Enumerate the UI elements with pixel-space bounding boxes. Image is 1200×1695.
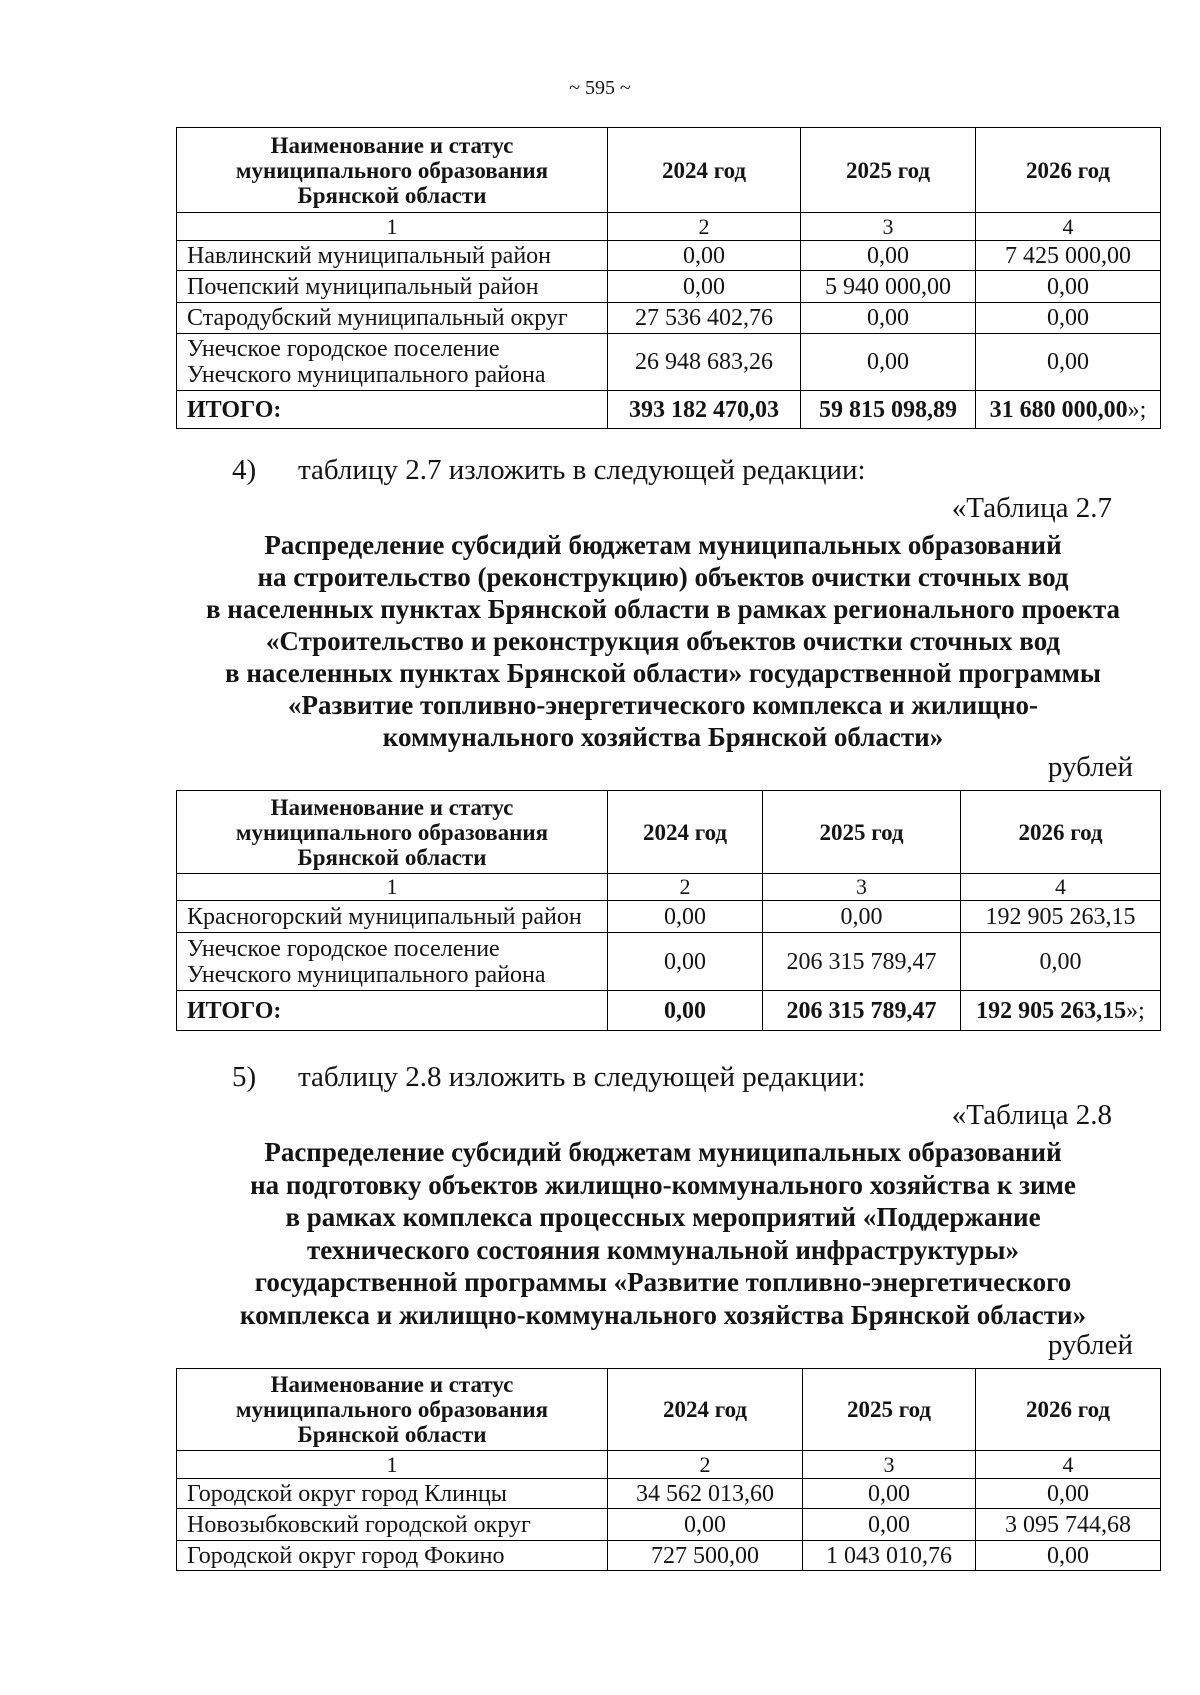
continued-subsidy-table bbox=[176, 127, 1161, 429]
cell-line: Унечское городское поселение bbox=[187, 336, 500, 362]
header-year-cell: 2024 год bbox=[608, 128, 801, 213]
column-number-cell: 2 bbox=[608, 213, 801, 241]
title-line: в рамках комплекса процессных мероприятий «Поддержание bbox=[285, 1202, 1041, 1232]
subsidy-table-2-7 bbox=[176, 790, 1161, 1031]
amount-cell: 0,00 bbox=[976, 271, 1161, 303]
column-number-cell: 4 bbox=[976, 213, 1161, 241]
municipality-name-cell bbox=[177, 933, 608, 991]
title-line: на строительство (реконструкцию) объектов очистки сточных вод bbox=[257, 562, 1069, 592]
column-number-cell: 1 bbox=[177, 213, 608, 241]
total-amount-cell bbox=[961, 991, 1161, 1031]
column-number-cell: 2 bbox=[608, 1451, 803, 1479]
title-line: Распределение субсидий бюджетам муниципальных образований bbox=[264, 530, 1062, 560]
title-line: Распределение субсидий бюджетам муниципальных образований bbox=[264, 1137, 1062, 1167]
table-row bbox=[177, 334, 1161, 391]
column-number-cell: 3 bbox=[803, 1451, 976, 1479]
total-amount-cell: 59 815 098,89 bbox=[801, 391, 976, 429]
total-amount: 31 680 000,00 bbox=[989, 396, 1128, 423]
item-text: таблицу 2.7 изложить в следующей редакции: bbox=[298, 454, 866, 486]
header-row bbox=[177, 1369, 1161, 1451]
cell-line: муниципального образования bbox=[235, 819, 549, 845]
municipality-name-cell bbox=[177, 334, 608, 391]
amount-cell: 0,00 bbox=[801, 334, 976, 391]
header-year-cell: 2024 год bbox=[608, 791, 763, 874]
currency-unit: рублей bbox=[1047, 751, 1133, 783]
amount-cell: 27 536 402,76 bbox=[608, 303, 801, 334]
page-number: ~ 595 ~ bbox=[569, 77, 631, 99]
amount-cell: 0,00 bbox=[976, 1541, 1161, 1571]
column-number-row bbox=[177, 213, 1161, 241]
total-amount-cell: 393 182 470,03 bbox=[608, 391, 801, 429]
amount-cell: 0,00 bbox=[801, 303, 976, 334]
header-year-cell: 2024 год bbox=[608, 1369, 803, 1451]
column-number-cell: 1 bbox=[177, 874, 608, 901]
municipality-name-cell: Стародубский муниципальный округ bbox=[177, 303, 608, 334]
title-line: в населенных пунктах Брянской области в рамках регионального проекта bbox=[205, 594, 1121, 624]
item-number: 5) bbox=[232, 1061, 257, 1093]
header-row bbox=[177, 128, 1161, 213]
table-title bbox=[163, 529, 1163, 753]
total-amount-cell: 206 315 789,47 bbox=[763, 991, 961, 1031]
cell-line: Наименование и статус bbox=[270, 1372, 514, 1397]
column-number-cell: 2 bbox=[608, 874, 763, 901]
amount-cell: 1 043 010,76 bbox=[803, 1541, 976, 1571]
municipality-name-cell: Красногорский муниципальный район bbox=[177, 901, 608, 933]
cell-line: Унечского муниципального района bbox=[187, 961, 546, 988]
subsidy-table-2-8 bbox=[176, 1368, 1161, 1571]
amount-cell: 0,00 bbox=[763, 901, 961, 933]
amount-cell: 0,00 bbox=[608, 901, 763, 933]
cell-line: Унечского муниципального района bbox=[187, 362, 546, 388]
column-number-cell: 1 bbox=[177, 1451, 608, 1479]
table-row bbox=[177, 901, 1161, 933]
total-label-cell: ИТОГО: bbox=[177, 391, 608, 429]
table-row bbox=[177, 1509, 1161, 1541]
total-label-cell: ИТОГО: bbox=[177, 991, 608, 1031]
amount-cell: 0,00 bbox=[801, 241, 976, 271]
amount-cell: 0,00 bbox=[976, 334, 1161, 391]
header-year-cell: 2026 год bbox=[976, 128, 1161, 213]
cell-line: Унечское городское поселение bbox=[187, 935, 500, 962]
amount-cell: 0,00 bbox=[803, 1479, 976, 1509]
column-number-cell: 4 bbox=[976, 1451, 1161, 1479]
header-year-cell: 2025 год bbox=[763, 791, 961, 874]
title-line: коммунального хозяйства Брянской области» bbox=[382, 722, 944, 752]
title-line: в населенных пунктах Брянской области» государственной программы bbox=[225, 658, 1101, 688]
table-label: «Таблица 2.7 bbox=[951, 492, 1112, 524]
header-name-cell bbox=[177, 128, 608, 213]
header-year-cell: 2026 год bbox=[961, 791, 1161, 874]
amount-cell: 34 562 013,60 bbox=[608, 1479, 803, 1509]
amount-cell: 206 315 789,47 bbox=[763, 933, 961, 991]
total-amount-cell: 0,00 bbox=[608, 991, 763, 1031]
title-line: «Строительство и реконструкция объектов очистки сточных вод bbox=[265, 626, 1061, 656]
total-amount: 192 905 263,15 bbox=[976, 997, 1127, 1024]
amount-cell: 0,00 bbox=[608, 271, 801, 303]
column-number-cell: 3 bbox=[763, 874, 961, 901]
currency-unit: рублей bbox=[1047, 1329, 1133, 1361]
amount-cell: 0,00 bbox=[608, 241, 801, 271]
municipality-name-cell: Почепский муниципальный район bbox=[177, 271, 608, 303]
cell-line: Брянской области bbox=[297, 1422, 487, 1447]
total-amount-cell bbox=[976, 391, 1161, 429]
header-name-cell bbox=[177, 791, 608, 874]
table-row bbox=[177, 241, 1161, 271]
table-row bbox=[177, 1479, 1161, 1509]
cell-line: Наименование и статус bbox=[270, 794, 514, 820]
title-line: государственной программы «Развитие топливно-энергетического bbox=[254, 1267, 1072, 1297]
cell-line: муниципального образования bbox=[235, 1397, 549, 1422]
cell-line: муниципального образования bbox=[235, 157, 549, 183]
amount-cell: 0,00 bbox=[976, 1479, 1161, 1509]
amendment-item-5 bbox=[0, 1060, 1200, 1094]
title-line: «Развитие топливно-энергетического комплекса и жилищно- bbox=[287, 690, 1039, 720]
title-line: на подготовку объектов жилищно-коммунального хозяйства к зиме bbox=[250, 1169, 1076, 1200]
amount-cell: 192 905 263,15 bbox=[961, 901, 1161, 933]
total-row bbox=[177, 991, 1161, 1031]
amendment-item-4 bbox=[0, 453, 1200, 487]
cell-line: Брянской области bbox=[297, 844, 487, 870]
table-row bbox=[177, 271, 1161, 303]
amount-cell: 3 095 744,68 bbox=[976, 1509, 1161, 1541]
table-label: «Таблица 2.8 bbox=[951, 1099, 1112, 1131]
column-number-row bbox=[177, 1451, 1161, 1479]
table-title bbox=[163, 1136, 1163, 1331]
amount-cell: 0,00 bbox=[608, 933, 763, 991]
municipality-name-cell: Навлинский муниципальный район bbox=[177, 241, 608, 271]
closing-quote: »; bbox=[1126, 997, 1145, 1024]
amount-cell: 0,00 bbox=[608, 1509, 803, 1541]
amount-cell: 5 940 000,00 bbox=[801, 271, 976, 303]
table-row bbox=[177, 303, 1161, 334]
cell-line: Брянской области bbox=[297, 182, 487, 208]
closing-quote: »; bbox=[1127, 396, 1147, 423]
cell-line: Наименование и статус bbox=[270, 132, 514, 158]
item-number: 4) bbox=[232, 454, 257, 486]
table-row bbox=[177, 1541, 1161, 1571]
amount-cell: 26 948 683,26 bbox=[608, 334, 801, 391]
table-row bbox=[177, 933, 1161, 991]
amount-cell: 7 425 000,00 bbox=[976, 241, 1161, 271]
total-row bbox=[177, 391, 1161, 429]
municipality-name-cell: Городской округ город Клинцы bbox=[177, 1479, 608, 1509]
column-number-cell: 3 bbox=[801, 213, 976, 241]
municipality-name-cell: Городской округ город Фокино bbox=[177, 1541, 608, 1571]
title-line: комплекса и жилищно-коммунального хозяйства Брянской области» bbox=[239, 1299, 1087, 1330]
header-name-cell bbox=[177, 1369, 608, 1451]
title-line: технического состояния коммунальной инфраструктуры» bbox=[307, 1234, 1019, 1265]
amount-cell: 0,00 bbox=[976, 303, 1161, 334]
header-row bbox=[177, 791, 1161, 874]
item-text: таблицу 2.8 изложить в следующей редакции: bbox=[298, 1061, 866, 1093]
municipality-name-cell: Новозыбковский городской округ bbox=[177, 1509, 608, 1541]
header-year-cell: 2025 год bbox=[803, 1369, 976, 1451]
header-year-cell: 2025 год bbox=[801, 128, 976, 213]
header-year-cell: 2026 год bbox=[976, 1369, 1161, 1451]
column-number-row bbox=[177, 874, 1161, 901]
column-number-cell: 4 bbox=[961, 874, 1161, 901]
amount-cell: 727 500,00 bbox=[608, 1541, 803, 1571]
amount-cell: 0,00 bbox=[803, 1509, 976, 1541]
amount-cell: 0,00 bbox=[961, 933, 1161, 991]
